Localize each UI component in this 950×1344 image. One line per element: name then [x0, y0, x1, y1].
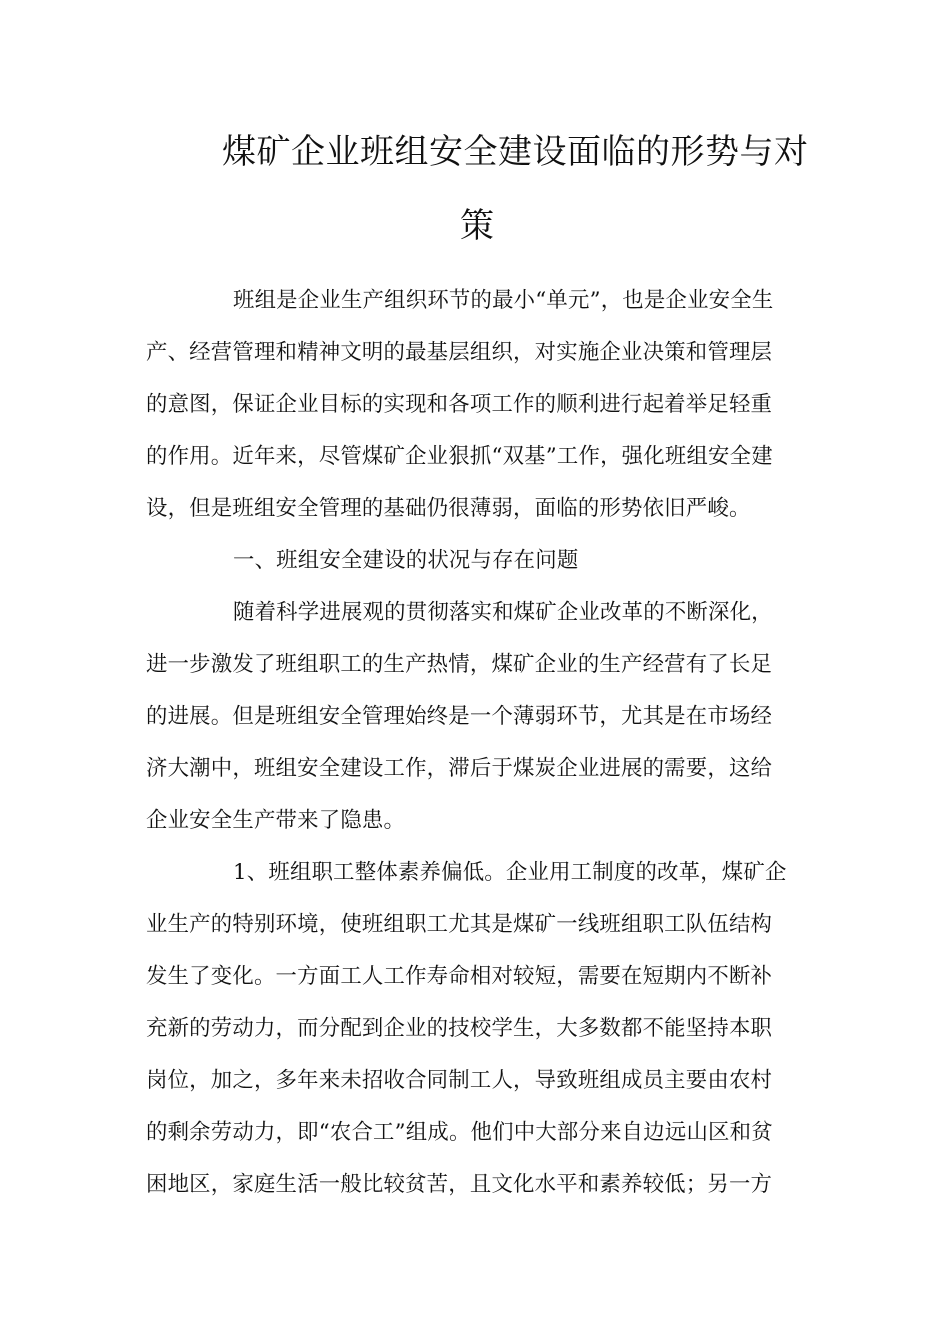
paragraph-1-line-5: 设，但是班组安全管理的基础仍很薄弱，面临的形势依旧严峻。: [146, 496, 751, 521]
paragraph-2-line-1: 随着科学进展观的贯彻落实和煤矿企业改革的不断深化，: [233, 600, 773, 625]
paragraph-3-line-5: 岗位，加之，多年来未招收合同制工人，导致班组成员主要由农村: [146, 1068, 773, 1093]
paragraph-2-line-3: 的进展。但是班组安全管理始终是一个薄弱环节，尤其是在市场经: [146, 704, 773, 729]
paragraph-1-line-2: 产、经营管理和精神文明的最基层组织，对实施企业决策和管理层: [146, 340, 773, 365]
paragraph-3-line-4: 充新的劳动力，而分配到企业的技校学生，大多数都不能坚持本职: [146, 1016, 773, 1041]
paragraph-2-line-2: 进一步激发了班组职工的生产热情，煤矿企业的生产经营有了长足: [146, 652, 773, 677]
paragraph-2-line-5: 企业安全生产带来了隐患。: [146, 808, 406, 833]
paragraph-3-line-1: 1、班组职工整体素养偏低。企业用工制度的改革，煤矿企: [233, 860, 787, 885]
paragraph-1-line-3: 的意图，保证企业目标的实现和各项工作的顺利进行起着举足轻重: [146, 392, 773, 417]
paragraph-3-line-7: 困地区，家庭生活一般比较贫苦，且文化水平和素养较低；另一方: [146, 1172, 773, 1197]
paragraph-2-line-4: 济大潮中，班组安全建设工作，滞后于煤炭企业进展的需要，这给: [146, 756, 773, 781]
paragraph-3-line-6: 的剩余劳动力，即“农合工”组成。他们中大部分来自边远山区和贫: [146, 1120, 773, 1145]
paragraph-3-line-2: 业生产的特别环境，使班组职工尤其是煤矿一线班组职工队伍结构: [146, 912, 773, 937]
paragraph-1-line-1: 班组是企业生产组织环节的最小“单元”，也是企业安全生: [233, 288, 774, 313]
document-title-line-1: 煤矿企业班组安全建设面临的形势与对: [222, 132, 809, 172]
paragraph-1-line-4: 的作用。近年来，尽管煤矿企业狠抓“双基”工作，强化班组安全建: [146, 444, 773, 469]
section-heading-1: 一、班组安全建设的状况与存在问题: [233, 548, 579, 573]
paragraph-3-line-3: 发生了变化。一方面工人工作寿命相对较短，需要在短期内不断补: [146, 964, 773, 989]
document-title-line-2: 策: [460, 206, 495, 246]
